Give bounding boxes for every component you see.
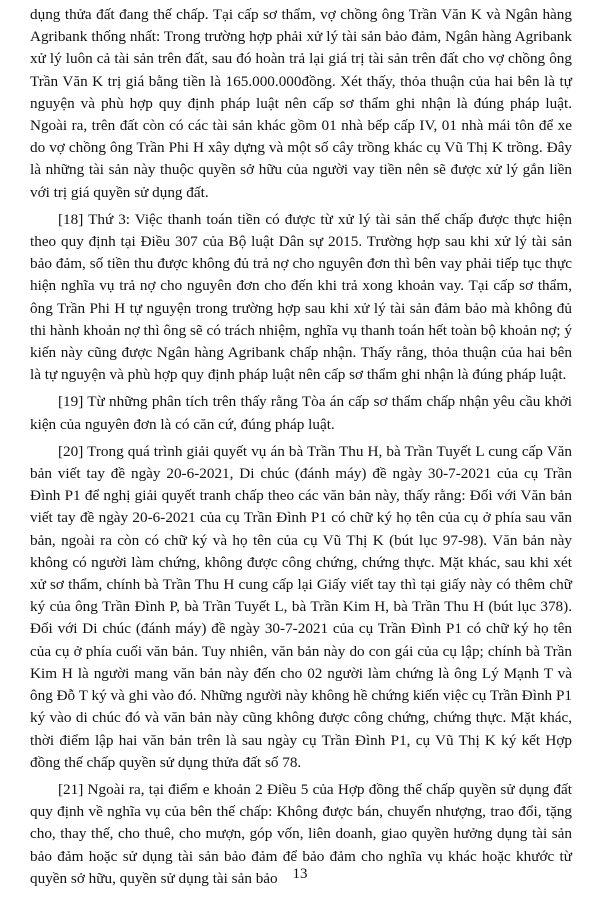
paragraph-continuation: dụng thửa đất đang thế chấp. Tại cấp sơ thẩm, vợ chồng ông Trần Văn K và Ngân hàng Agribank thống nhất: Trong trường hợp phải xử lý tài sản bảo đảm, Ngân hàng Agribank xử lý luôn cả tài sản trên đất, sau đó hoàn trả lại giá trị tài sản trên đất cho vợ chồng ông Trần Văn K trị giá bằng tiền là 165.000.000đồng. Xét thấy, thỏa thuận của hai bên là tự nguyện và phù hợp quy định pháp luật nên cấp sơ thẩm ghi nhận là đúng pháp luật. Ngoài ra, trên đất còn có các tài sản khác gồm 01 nhà bếp cấp IV, 01 nhà mái tôn để xe do vợ chồng ông Trần Phi H xây dựng và một số cây trồng khác cụ Vũ Thị K trồng. Đây là những tài sản này thuộc quyền sở hữu của người vay tiền nên sẽ được xử lý gắn liền với trị giá quyền sử dụng đất. xyxy=(30,6,572,201)
page-number: 13 xyxy=(292,866,308,882)
paragraph-21: [21] Ngoài ra, tại điểm e khoản 2 Điều 5 của Hợp đồng thế chấp quyền sử dụng đất quy định về nghĩa vụ của bên thế chấp: Không được bán, chuyển nhượng, trao đổi, tặng cho, thay thế, cho thuê, cho mượn, góp vốn, liên doanh, giao quyền hưởng dụng tài sản bảo đảm hoặc sử dụng tài sản bảo đảm để bảo đảm cho nghĩa vụ khác hoặc khước từ quyền sở hữu, quyền sử dụng tài sản bảo xyxy=(30,780,572,887)
paragraph-19: [19] Từ những phân tích trên thấy rằng Tòa án cấp sơ thẩm chấp nhận yêu cầu khởi kiện của nguyên đơn là có căn cứ, đúng pháp luật. xyxy=(30,393,572,433)
document-page xyxy=(30,4,572,890)
paragraph-18: [18] Thứ 3: Việc thanh toán tiền có được từ xử lý tài sản thế chấp được thực hiện theo quy định tại Điều 307 của Bộ luật Dân sự 2015. Trường hợp sau khi xử lý tài sản bảo đảm, số tiền thu được không đủ trả nợ cho nguyên đơn thì bên vay phải tiếp tục thực hiện nghĩa vụ trả nợ cho nguyên đơn cho đến khi trả xong khoản vay. Tại cấp sơ thẩm, ông Trần Phi H tự nguyện trong trường hợp sau khi xử lý tài sản đảm bảo mà không đủ thi hành khoản nợ thì ông sẽ có trách nhiệm, nghĩa vụ thanh toán hết toàn bộ khoản nợ; ý kiến này cũng được Ngân hàng Agribank chấp nhận. Thấy rằng, thỏa thuận của hai bên là tự nguyện và phù hợp quy định pháp luật nên cấp sơ thẩm ghi nhận là đúng pháp luật. xyxy=(30,210,572,384)
paragraph-20: [20] Trong quá trình giải quyết vụ án bà Trần Thu H, bà Trần Tuyết L cung cấp Văn bản viết tay đề ngày 20-6-2021, Di chúc (đánh máy) đề ngày 30-7-2021 của cụ Trần Đình P1 để nghị giải quyết tranh chấp theo các văn bản này, thấy rằng: Đối với Văn bản viết tay đề ngày 20-6-2021 của cụ Trần Đình P1 có chữ ký họ tên của cụ ở phía sau văn bản, ngoài ra còn có chữ ký và họ tên của cụ Vũ Thị K (bút lục 97-98). Văn bản này không có người làm chứng, không được công chứng, chứng thực. Mặt khác, sau khi xét xử sơ thẩm, chính bà Trần Thu H cung cấp lại Giấy viết tay thì tại giấy này có thêm chữ ký của ông Trần Đình P, bà Trần Tuyết L, bà Trần Kim H, bà Trần Thu H (bút lục 378). Đối với Di chúc (đánh máy) đề ngày 30-7-2021 của cụ Trần Đình P1 có chữ ký họ tên của cụ ở phía cuối văn bản. Tuy nhiên, văn bản này do con gái của cụ lập; chính bà Trần Kim H là người mang văn bản này đến cho 02 người làm chứng là ông Lý Mạnh T và ông Đỗ T ký và ghi vào đó. Những người này không hề chứng kiến việc cụ Trần Đình P1 ký vào di chúc đó và văn bản này cũng không được công chứng, chứng thực. Mặt khác, thời điểm lập hai văn bản trên là sau ngày cụ Trần Đình P1, cụ Vũ Thị K ký kết Hợp đồng thế chấp quyền sử dụng thửa đất số 78. xyxy=(30,442,572,771)
